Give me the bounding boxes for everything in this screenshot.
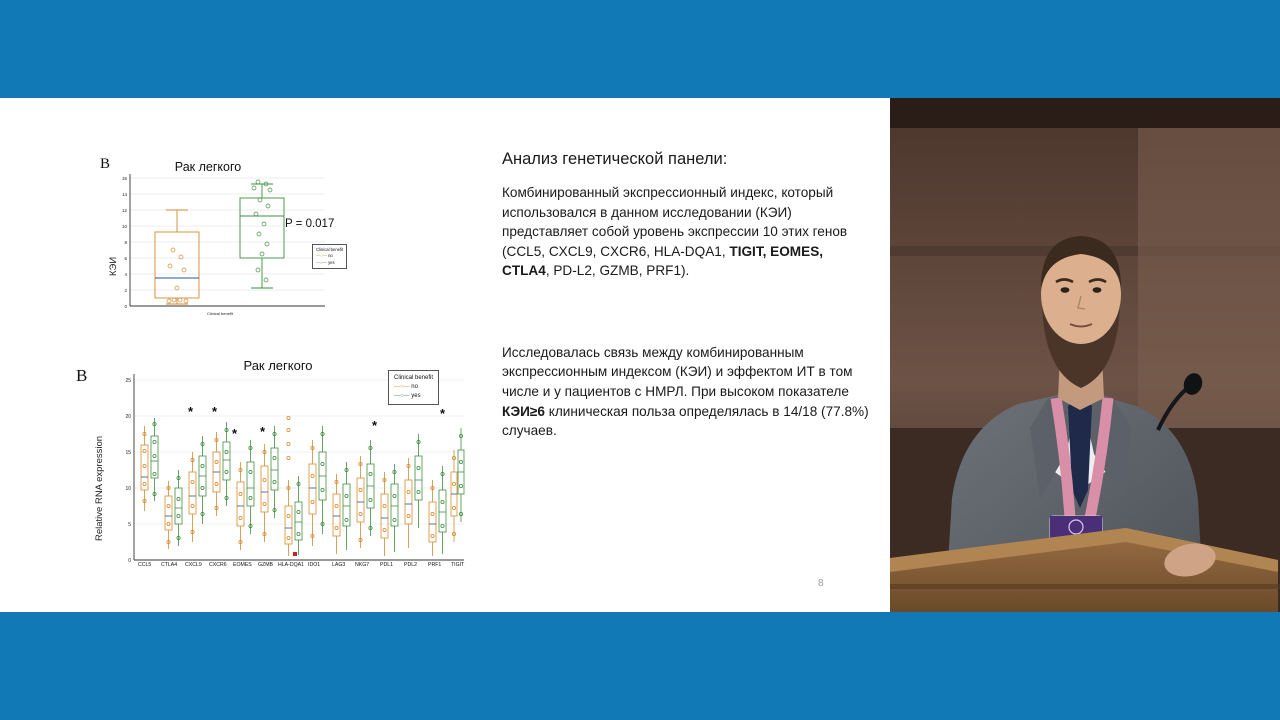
chart-b-xtick: IDO1	[308, 562, 321, 568]
paragraph-1-post: , PD-L2, GZMB, PRF1).	[545, 263, 690, 279]
chart-b-legend: Clinical benefit —○— no —○— yes	[388, 370, 439, 405]
chart-b-xtick: PRF1	[428, 562, 442, 568]
chart-boxplot-genes	[88, 356, 478, 582]
chart-b-xtick: TIGIT	[451, 562, 465, 568]
svg-text:2: 2	[124, 288, 127, 293]
significance-star: *	[440, 406, 446, 421]
panel-letter-a: B	[100, 156, 111, 172]
svg-text:20: 20	[125, 414, 131, 420]
significance-star: *	[260, 424, 266, 439]
chart-b-xtick: PDL1	[380, 562, 393, 568]
chart-b-xtick: PDL2	[404, 562, 417, 568]
paragraph-1-pre: Комбинированный экспрессионный индекс, который использовался в данном исследовании (КЭИ) представляет собой уровень экспрессии 10 этих генов (CCL5, CXCL9, CXCR6, HLA-DQA1,	[502, 185, 848, 259]
svg-text:10: 10	[125, 486, 131, 492]
chart-a-legend: Clinical benefit —○— no —○— yes	[312, 244, 347, 269]
slide-text-column	[502, 150, 870, 441]
chart-b-legend-title: Clinical benefit	[394, 375, 434, 381]
chart-b-xtick: NKG7	[355, 562, 370, 568]
top-blue-band	[0, 0, 1280, 98]
significance-star: *	[232, 426, 238, 441]
chart-b-xtick: CXCL9	[185, 562, 202, 568]
slide-paragraph-1	[502, 183, 870, 281]
significance-star: *	[372, 418, 378, 433]
svg-text:5: 5	[128, 522, 131, 528]
speaker-video-feed[interactable]	[890, 98, 1280, 612]
chart-b-xtick: CXCR6	[209, 562, 227, 568]
svg-text:4: 4	[124, 272, 127, 277]
paragraph-2-bold: КЭИ≥6	[502, 403, 545, 419]
svg-text:0: 0	[128, 558, 131, 564]
chart-a-title: Рак легкого	[174, 160, 242, 174]
chart-b-legend-yes: yes	[411, 393, 421, 399]
chart-b-xtick: LAG3	[332, 562, 346, 568]
svg-text:25: 25	[125, 378, 131, 384]
significance-star: *	[212, 404, 218, 419]
chart-a-xlabel: Clinical benefit	[206, 311, 234, 316]
presentation-slide	[0, 98, 890, 612]
svg-text:15: 15	[125, 450, 131, 456]
chart-b-xtick: CCL5	[138, 562, 152, 568]
paragraph-1-bold: TIGIT, EOMES, CTLA4	[502, 243, 824, 279]
svg-text:16: 16	[121, 176, 127, 181]
slide-page-number: 8	[818, 578, 824, 589]
chart-a-legend-yes: yes	[328, 259, 335, 265]
svg-text:0: 0	[124, 304, 127, 309]
chart-b-ylabel: Relative RNA expression	[94, 435, 105, 541]
chart-b-title: Рак легкого	[243, 358, 313, 373]
svg-text:8: 8	[124, 240, 127, 245]
svg-text:14: 14	[121, 192, 127, 197]
significance-star: *	[188, 404, 194, 419]
slide-heading: Анализ генетической панели:	[502, 150, 728, 168]
bottom-blue-band	[0, 612, 1280, 720]
svg-text:10: 10	[121, 224, 127, 229]
svg-text:6: 6	[124, 256, 127, 261]
chart-a-ylabel: КЭИ	[108, 256, 119, 276]
speaker-video-image	[890, 98, 1280, 612]
chart-b-xtick: EOMES	[233, 562, 252, 568]
chart-a-legend-no: no	[328, 253, 333, 259]
chart-b-legend-no: no	[411, 384, 418, 390]
chart-a-legend-title: Clinical benefit	[316, 247, 344, 252]
paragraph-2-pre: Исследовалась связь между комбинированным экспрессионным индексом (КЭИ) и эффектом ИТ в том числе и у пациентов с НМРЛ. При высоком показателе	[502, 344, 853, 399]
chart-b-xtick: CTLA4	[161, 562, 178, 568]
chart-a-pvalue: P = 0.017	[285, 218, 335, 230]
panel-letter-b: B	[76, 366, 88, 385]
paragraph-2-post: клиническая польза определялась в 14/18 (77.8%) случаев.	[502, 403, 869, 439]
svg-text:12: 12	[121, 208, 127, 213]
chart-b-xtick: GZMB	[258, 562, 273, 568]
slide-paragraph-2	[502, 343, 870, 441]
chart-b-xtick: HLA-DQA1	[278, 562, 304, 568]
chart-boxplot-kei	[100, 158, 370, 343]
